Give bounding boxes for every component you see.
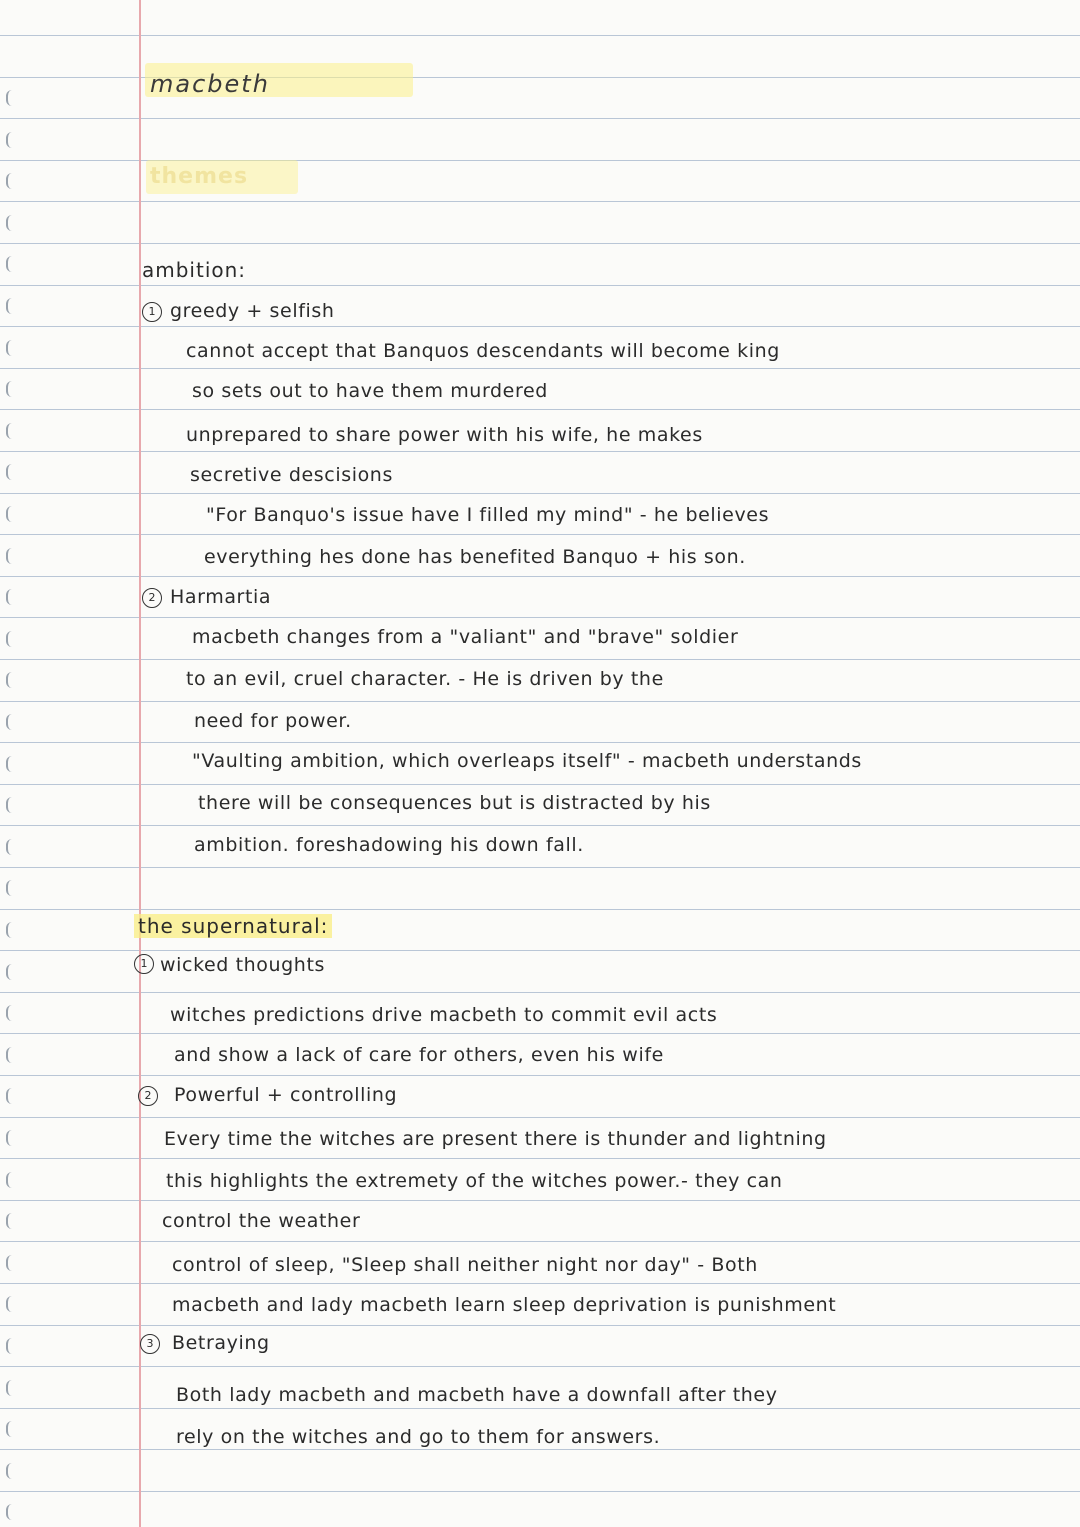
note-line: ambition. foreshadowing his down fall.	[194, 834, 584, 856]
ruled-line	[0, 1033, 1080, 1034]
point-label: wicked thoughts	[160, 954, 325, 976]
note-line: "Vaulting ambition, which overleaps itself" - macbeth understands	[192, 750, 862, 772]
binding-mark	[6, 464, 18, 480]
binding-mark	[6, 1047, 18, 1063]
binding-mark	[6, 1255, 18, 1271]
binding-mark	[6, 215, 18, 231]
ruled-line	[0, 1158, 1080, 1159]
binding-mark	[6, 1296, 18, 1312]
note-line: secretive descisions	[190, 464, 393, 486]
ruled-line	[0, 784, 1080, 785]
ruled-line	[0, 576, 1080, 577]
ruled-line	[0, 201, 1080, 202]
binding-mark	[6, 1172, 18, 1188]
note-line: Every time the witches are present there is thunder and lightning	[164, 1128, 827, 1150]
ruled-line	[0, 1366, 1080, 1367]
ruled-line	[0, 1449, 1080, 1450]
note-line: and show a lack of care for others, even his wife	[174, 1044, 664, 1066]
ruled-line	[0, 867, 1080, 868]
binding-mark	[6, 340, 18, 356]
note-line: there will be consequences but is distracted by his	[198, 792, 711, 814]
binding-mark	[6, 1213, 18, 1229]
ruled-line	[0, 243, 1080, 244]
ruled-line	[0, 659, 1080, 660]
binding-mark	[6, 797, 18, 813]
ruled-line	[0, 950, 1080, 951]
ruled-line	[0, 1408, 1080, 1409]
binding-mark	[6, 1088, 18, 1104]
binding-mark	[6, 1504, 18, 1520]
section-heading-ambition: ambition:	[142, 258, 247, 282]
point-label: Betraying	[172, 1332, 270, 1354]
binding-mark	[6, 1005, 18, 1021]
ruled-line	[0, 451, 1080, 452]
note-line: witches predictions drive macbeth to commit evil acts	[170, 1004, 718, 1026]
note-line: cannot accept that Banquos descendants will become king	[186, 340, 780, 362]
binding-mark	[6, 756, 18, 772]
ruled-line	[0, 326, 1080, 327]
note-line: this highlights the extremety of the witches power.- they can	[166, 1170, 783, 1192]
ruled-line	[0, 992, 1080, 993]
note-line: everything hes done has benefited Banquo + his son.	[204, 546, 746, 568]
point-label: Harmartia	[170, 586, 272, 608]
binding-mark	[6, 90, 18, 106]
ruled-line	[0, 1117, 1080, 1118]
note-line: macbeth changes from a "valiant" and "brave" soldier	[192, 626, 739, 648]
binding-mark	[6, 922, 18, 938]
ruled-line	[0, 368, 1080, 369]
note-line: macbeth and lady macbeth learn sleep deprivation is punishment	[172, 1294, 837, 1316]
binding-mark	[6, 672, 18, 688]
binding-mark	[6, 964, 18, 980]
ruled-line	[0, 1325, 1080, 1326]
binding-mark	[6, 631, 18, 647]
ruled-line	[0, 1491, 1080, 1492]
point-number: 2	[138, 1086, 158, 1106]
section-heading-supernatural: the supernatural:	[134, 914, 332, 938]
ruled-line	[0, 285, 1080, 286]
ruled-line	[0, 1283, 1080, 1284]
ruled-line	[0, 35, 1080, 36]
note-line: control the weather	[162, 1210, 361, 1232]
note-line: control of sleep, "Sleep shall neither night nor day" - Both	[172, 1254, 758, 1276]
binding-mark	[6, 1130, 18, 1146]
binding-mark	[6, 256, 18, 272]
binding-mark	[6, 548, 18, 564]
binding-mark	[6, 132, 18, 148]
binding-mark	[6, 589, 18, 605]
binding-mark	[6, 1421, 18, 1437]
binding-mark	[6, 173, 18, 189]
page-title: macbeth	[150, 70, 270, 98]
binding-mark	[6, 381, 18, 397]
ruled-line	[0, 118, 1080, 119]
point-number: 3	[140, 1334, 160, 1354]
point-number: 2	[142, 588, 162, 608]
ruled-line	[0, 1241, 1080, 1242]
binding-mark	[6, 423, 18, 439]
binding-mark	[6, 714, 18, 730]
ruled-line	[0, 617, 1080, 618]
ruled-line	[0, 1075, 1080, 1076]
note-line: unprepared to share power with his wife, he makes	[186, 424, 703, 446]
binding-mark	[6, 880, 18, 896]
ruled-line	[0, 825, 1080, 826]
binding-mark	[6, 839, 18, 855]
point-number: 1	[134, 954, 154, 974]
ruled-line	[0, 909, 1080, 910]
note-line: Both lady macbeth and macbeth have a downfall after they	[176, 1384, 778, 1406]
margin-line	[139, 0, 141, 1527]
page-subtitle: themes	[150, 164, 249, 189]
ruled-line	[0, 534, 1080, 535]
point-label: Powerful + controlling	[174, 1084, 398, 1106]
note-line: "For Banquo's issue have I filled my mind" - he believes	[206, 504, 770, 526]
ruled-line	[0, 1200, 1080, 1201]
binding-mark	[6, 506, 18, 522]
note-line: need for power.	[194, 710, 352, 732]
note-line: to an evil, cruel character. - He is driven by the	[186, 668, 664, 690]
point-label: greedy + selfish	[170, 300, 335, 322]
binding-mark	[6, 1338, 18, 1354]
ruled-line	[0, 701, 1080, 702]
note-line: rely on the witches and go to them for answers.	[176, 1426, 661, 1448]
binding-mark	[6, 298, 18, 314]
ruled-line	[0, 409, 1080, 410]
note-line: so sets out to have them murdered	[192, 380, 548, 402]
point-number: 1	[142, 302, 162, 322]
ruled-line	[0, 742, 1080, 743]
ruled-line	[0, 493, 1080, 494]
binding-mark	[6, 1463, 18, 1479]
binding-mark	[6, 1380, 18, 1396]
